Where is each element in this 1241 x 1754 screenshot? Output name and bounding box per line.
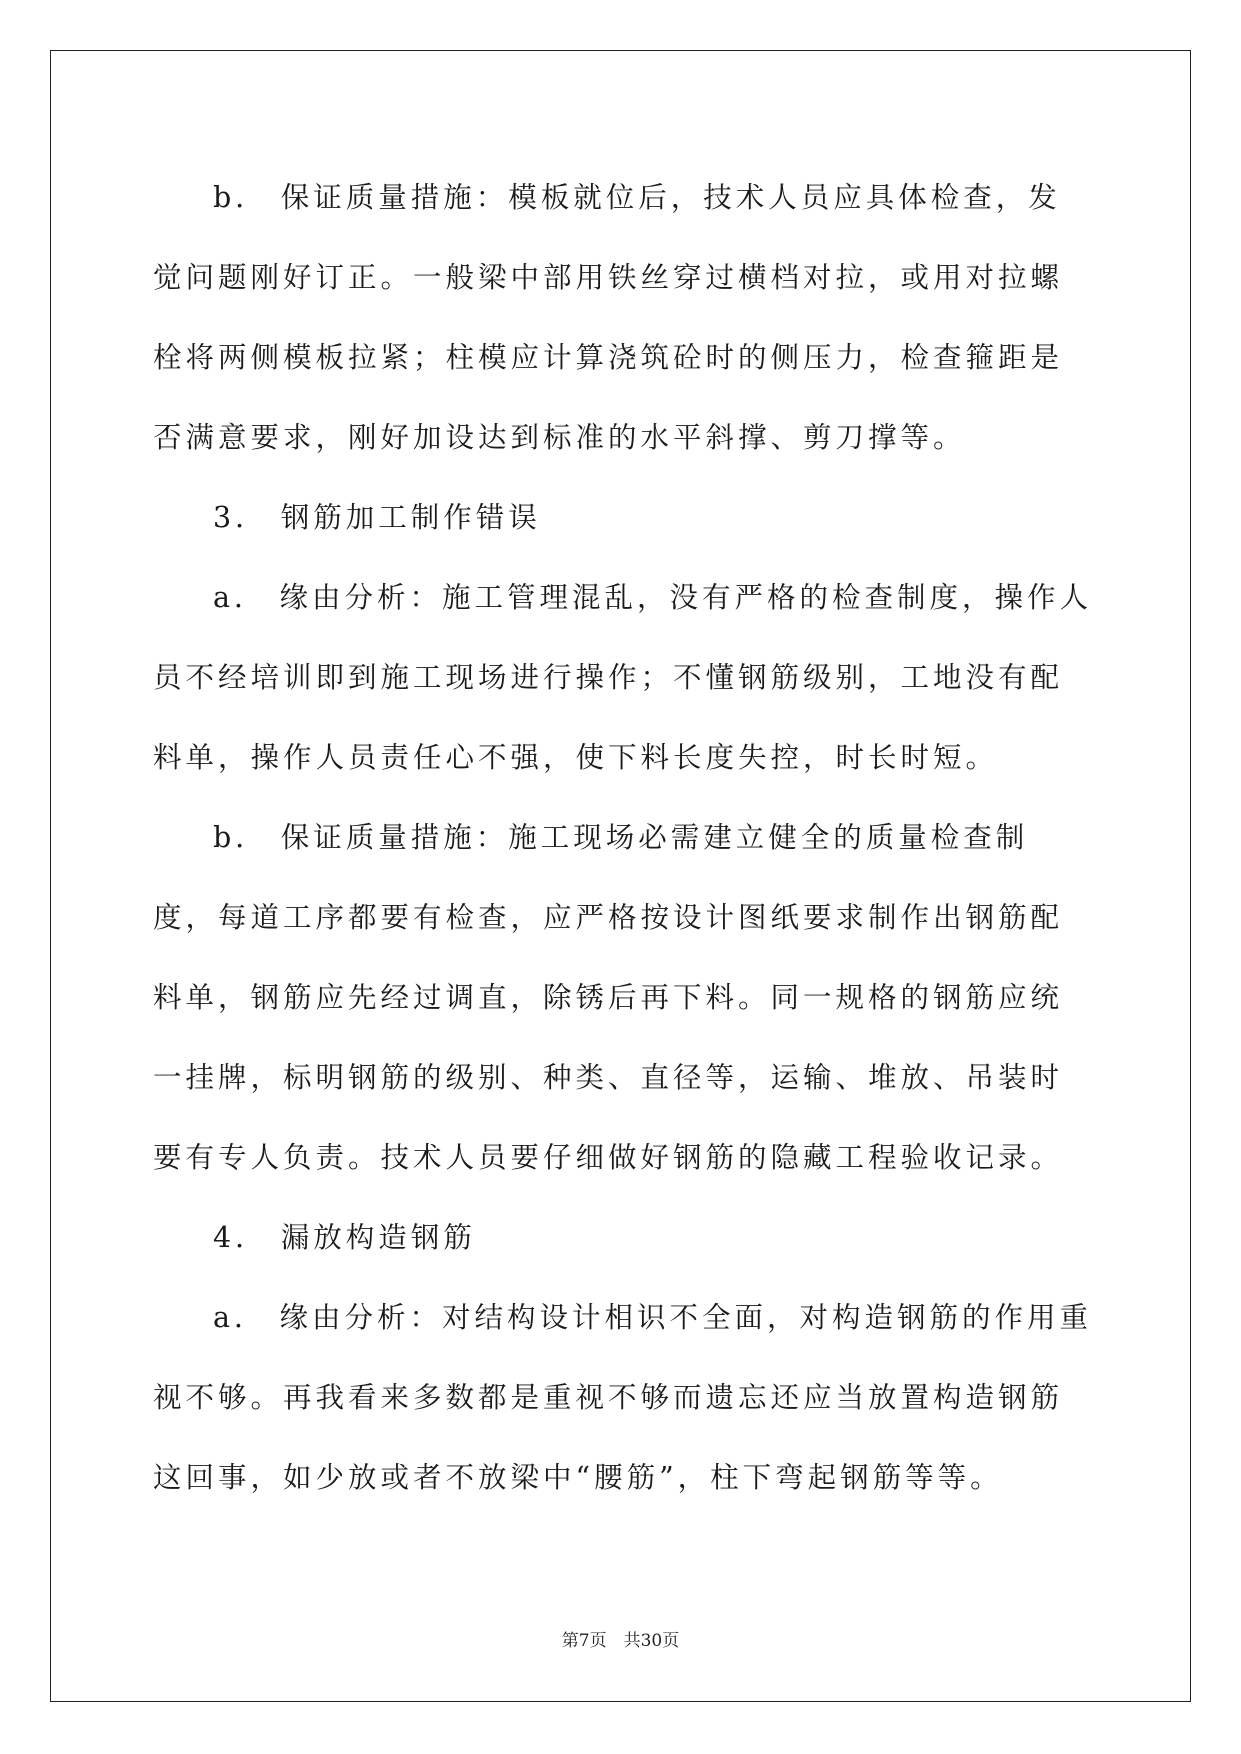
paragraph-quality-measures-formwork: b． 保证质量措施：模板就位后，技术人员应具体检查，发觉问题刚好订正。一般梁中部用铁丝穿过横档对拉，或用对拉螺栓将两侧模板拉紧；柱模应计算浇筑砼时的侧压力，检查箍距是否满意要求，刚好加设达到标准的水平斜撑、剪刀撑等。 [153,181,1064,454]
heading-rebar-fabrication-errors: 3． 钢筋加工制作错误 [213,501,541,534]
paragraph-quality-measures-rebar: b． 保证质量措施：施工现场必需建立健全的质量检查制度，每道工序都要有检查，应严格按设计图纸要求制作出钢筋配料单，钢筋应先经过调直，除锈后再下料。同一规格的钢筋应统一挂牌，标明钢筋的级别、种类、直径等，运输、堆放、吊装时要有专人负责。技术人员要仔细做好钢筋的隐藏工程验收记录。 [153,821,1064,1174]
paragraph-cause-analysis-rebar: a． 缘由分析：施工管理混乱，没有严格的检查制度，操作人员不经培训即到施工现场进行操作；不懂钢筋级别，工地没有配料单，操作人员责任心不强，使下料长度失控，时长时短。 [153,581,1093,774]
page-number: 第7页 共30页 [561,1631,680,1651]
document-body [153,158,1093,1518]
paragraph-cause-analysis-structural-rebar: a． 缘由分析：对结构设计相识不全面，对构造钢筋的作用重视不够。再我看来多数都是重视不够而遗忘还应当放置构造钢筋这回事，如少放或者不放梁中“腰筋”，柱下弯起钢筋等等。 [153,1301,1093,1494]
heading-missing-structural-rebar: 4． 漏放构造钢筋 [213,1221,476,1254]
